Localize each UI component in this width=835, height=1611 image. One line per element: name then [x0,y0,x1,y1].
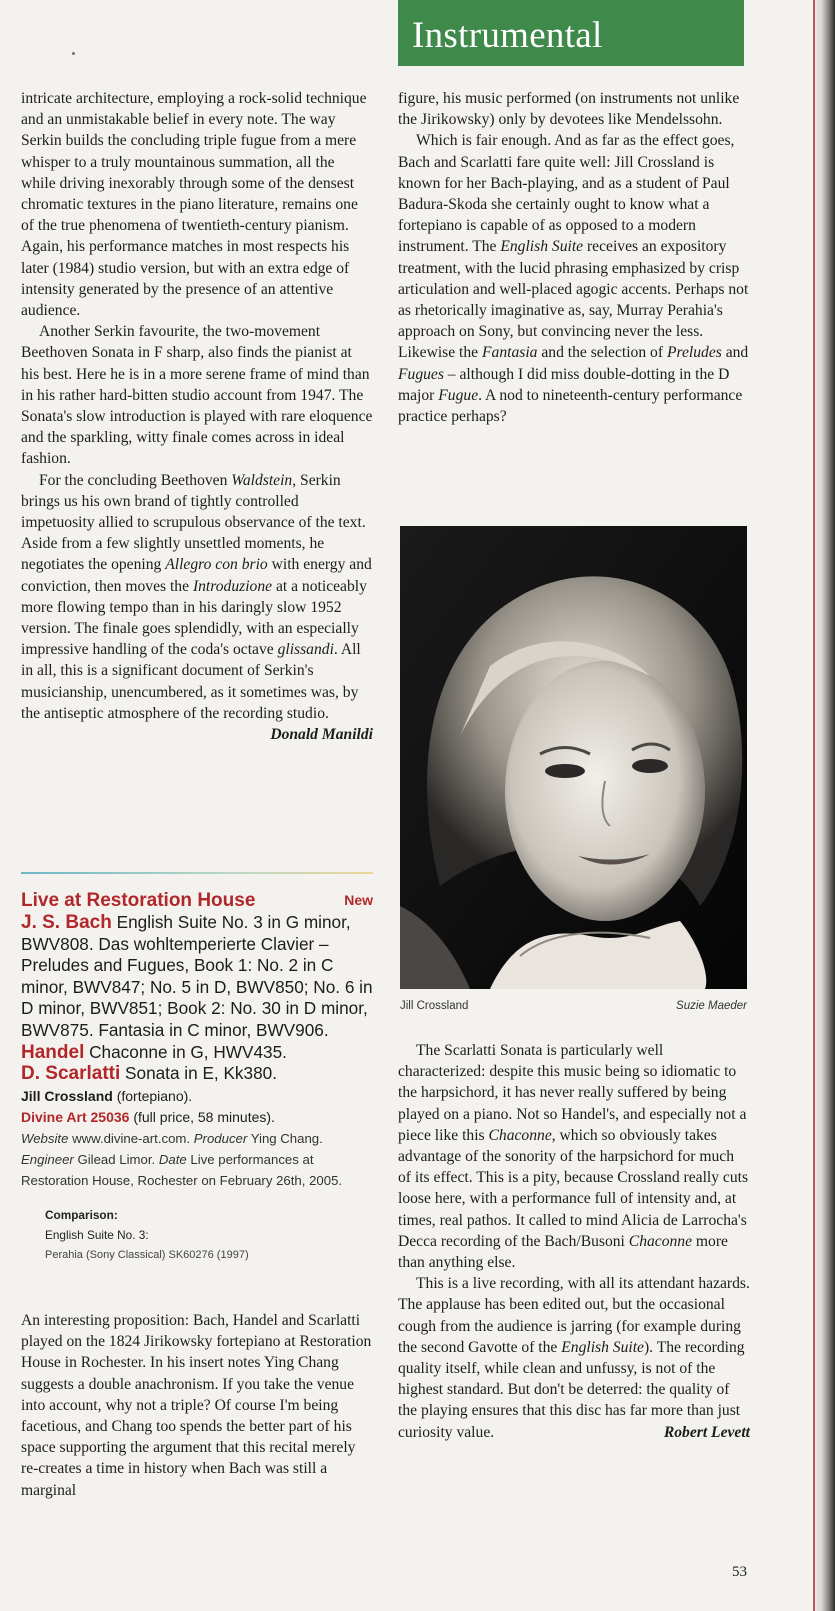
label-details: (full price, 58 minutes). [133,1108,275,1125]
italic-title: Preludes [666,344,722,362]
text-run: receives an expository treatment, with the lucid phrasing emphasized by crisp articulation and well-placed agogic accents. Perhaps not as rhetorically imaginative as, say, Murray Perahia's approach on Sony, but convincing never the less. Likewise the [398,238,749,362]
section-banner [398,0,744,66]
page-number: 53 [732,1564,747,1580]
serkin-review [21,88,373,745]
text-run: at a noticeably more flowing tempo than in his daringly slow 1952 version. The finale goes splendidly, with an especially impressive handling of the coda's octave [21,577,367,659]
photo-caption-row [400,1000,747,1012]
label-code: Divine Art 25036 [21,1108,130,1125]
photo-credit: Suzie Maeder [676,1000,747,1012]
page-edge-line [813,0,815,1611]
text-run: and [721,344,749,362]
text-run: , which so obviously takes advantage of the sonority of the harpsichord for much of its effect. This is a pity, because Crossland really cuts loose here, with a performance full of intensity and, at times, real pathos. It called to mind Alicia de Larrocha's Decca recording of the Bach/Busoni [398,1126,749,1250]
comparison-heading: Comparison: [45,1207,118,1222]
text-run: ). The recording quality itself, while clean and unfussy, is not of the highest standard. But don't be deterred: the quality of the playing ensures that this disc has far more than just curiosity value. [398,1338,745,1441]
text-run: The Scarlatti Sonata is particularly well characterized: despite this music being so idiomatic to the harpsichord, it has never really suffered by being played on a piano. Not so Handel's, and especially not a piece like this [398,1042,747,1144]
comparison-box [45,1205,373,1265]
producer: Ying Chang. [250,1130,323,1146]
text-run: – although I did miss double-dotting in the D major [398,365,730,404]
composer-name: Handel [21,1041,85,1063]
crossland-review-end [398,1040,750,1443]
text-run: This is a live recording, with all its attendant hazards. The applause has been edited out, but the occasional cough from the audience is jarring (for example during the second Gavotte of the [398,1275,750,1356]
recording-date: Live performances at Restoration House, Rochester on February 26th, 2005. [21,1151,343,1188]
performer [21,1085,373,1107]
serkin-paragraph-3 [21,470,373,744]
italic-title: Waldstein [231,471,293,489]
comparison-reference: Perahia (Sony Classical) SK60276 (1997) [45,1248,249,1261]
text-run: . All in all, this is a significant document of Serkin's musicianship, unencumbered, as it sometimes was, by the antiseptic atmosphere of the recording studio. [21,641,361,722]
italic-title: Introduzione [192,577,273,595]
composer-name: D. Scarlatti [21,1063,121,1085]
performer-name: Jill Crossland [21,1087,113,1104]
credit-label: Engineer [21,1151,74,1167]
italic-title: Chaconne [488,1126,552,1144]
section-divider [21,872,373,874]
album-listing [21,890,373,1265]
page-edge [813,0,835,1611]
label-info [21,1107,373,1128]
print-speck [72,52,75,55]
bach-works [21,912,373,1042]
scarlatti-works [21,1063,373,1085]
italic-title: Chaconne [628,1232,693,1250]
crossland-review-continued [398,88,750,427]
portrait-illustration [400,526,747,989]
new-badge: New [344,892,373,908]
text-run: For the concluding Beethoven [39,471,232,489]
portrait-photo [400,526,747,989]
work-list: Chaconne in G, HWV435. [89,1041,287,1062]
comparison-work: English Suite No. 3: [45,1227,149,1242]
italic-title: Fugues [398,365,444,383]
crossland-paragraph-1: An interesting proposition: Bach, Handel and Scarlatti played on the 1824 Jirikowsky fortepiano at Restoration House in Rochester. In his insert notes Ying Chang suggests a double anachronism. If you take the venue into account, why not a triple? Of course I'm being facetious, and Chang too spends the better part of his space supporting the argument that this recital merely re-creates a time in history when Bach was still a marginal [21,1312,372,1499]
italic-title: English Suite [561,1338,644,1356]
text-run: . A nod to nineteenth-century performance practice perhaps? [398,386,743,426]
credits [21,1128,373,1191]
text-run: , Serkin brings us his own brand of tightly controlled impetuosity allied to scrupulous observance of the text. Aside from a few slightly unsettled moments, he negotiates the opening [21,471,366,574]
credit-label: Website [21,1130,69,1146]
crossland-paragraph-4 [398,1273,750,1443]
text-run: and the selection of [537,344,667,362]
engineer: Gilead Limor. [77,1151,156,1167]
composer-name: J. S. Bach [21,912,112,933]
italic-title: Allegro con brio [165,556,268,574]
text-run: more than anything else. [398,1232,728,1272]
credit-label: Date [158,1151,187,1167]
performer-role: (fortepiano). [116,1087,193,1104]
credit-label: Producer [193,1130,248,1146]
photo-caption: Jill Crossland [400,1000,469,1012]
text-run: with energy and conviction, then moves the [21,556,372,595]
crossland-paragraph-1-cont: figure, his music performed (on instruments not unlike the Jirikowsky) only by devotees like Mendelssohn. [398,90,740,129]
reviewer-signature: Robert Levett [663,1423,750,1441]
crossland-paragraph-2 [398,130,750,427]
section-banner-title: Instrumental [412,15,603,56]
crossland-paragraph-3 [398,1040,750,1273]
crossland-review-start [21,1310,373,1501]
reviewer-signature: Donald Manildi [270,726,373,744]
website: www.divine-art.com. [72,1130,191,1146]
italic-title: glissandi [277,641,334,659]
italic-title: English Suite [500,238,584,256]
serkin-paragraph-1: intricate architecture, employing a rock-solid technique and an unmistakable belief in every note. The way Serkin builds the concluding triple fugue from a mere whisper to a truly mountainous summation, all the while driving inexorably through some of the densest chromatic textures in the piano literature, remains one of the true phenomena of twentieth-century pianism. Again, his performance matches in most respects his later (1984) studio version, but with an extra edge of intensity generated by the presence of an attentive audience. [21,90,367,320]
album-title: Live at Restoration House [21,890,256,911]
serkin-paragraph-2: Another Serkin favourite, the two-movement Beethoven Sonata in F sharp, also finds the pianist at his best. Here he is in a more serene frame of mind than in his rather hard-bitten studio account from 1947. The Sonata's slow introduction is played with rare eloquence and the sparkling, witty finale comes across in ideal fashion. [21,323,373,468]
work-list: English Suite No. 3 in G minor, BWV808. Das wohltemperierte Clavier – Preludes and Fugues, Book 1: No. 2 in C minor, BWV847; No. 5 in D, BWV850; No. 6 in D minor, BWV851; Book 2: No. 30 in D minor, BWV875. Fantasia in C minor, BWV906. [21,912,373,1040]
text-run: Which is fair enough. And as far as the effect goes, Bach and Scarlatti fare quite well: Jill Crossland is known for her Bach-playing, and as a student of Paul Badura-Skoda she certainly ought to know what a fortepiano is capable of as opposed to a modern instrument. The [398,132,735,256]
italic-title: Fugue [438,386,479,404]
work-list: Sonata in E, Kk380. [125,1063,277,1084]
handel-works [21,1042,373,1064]
italic-title: Fantasia [482,344,538,362]
